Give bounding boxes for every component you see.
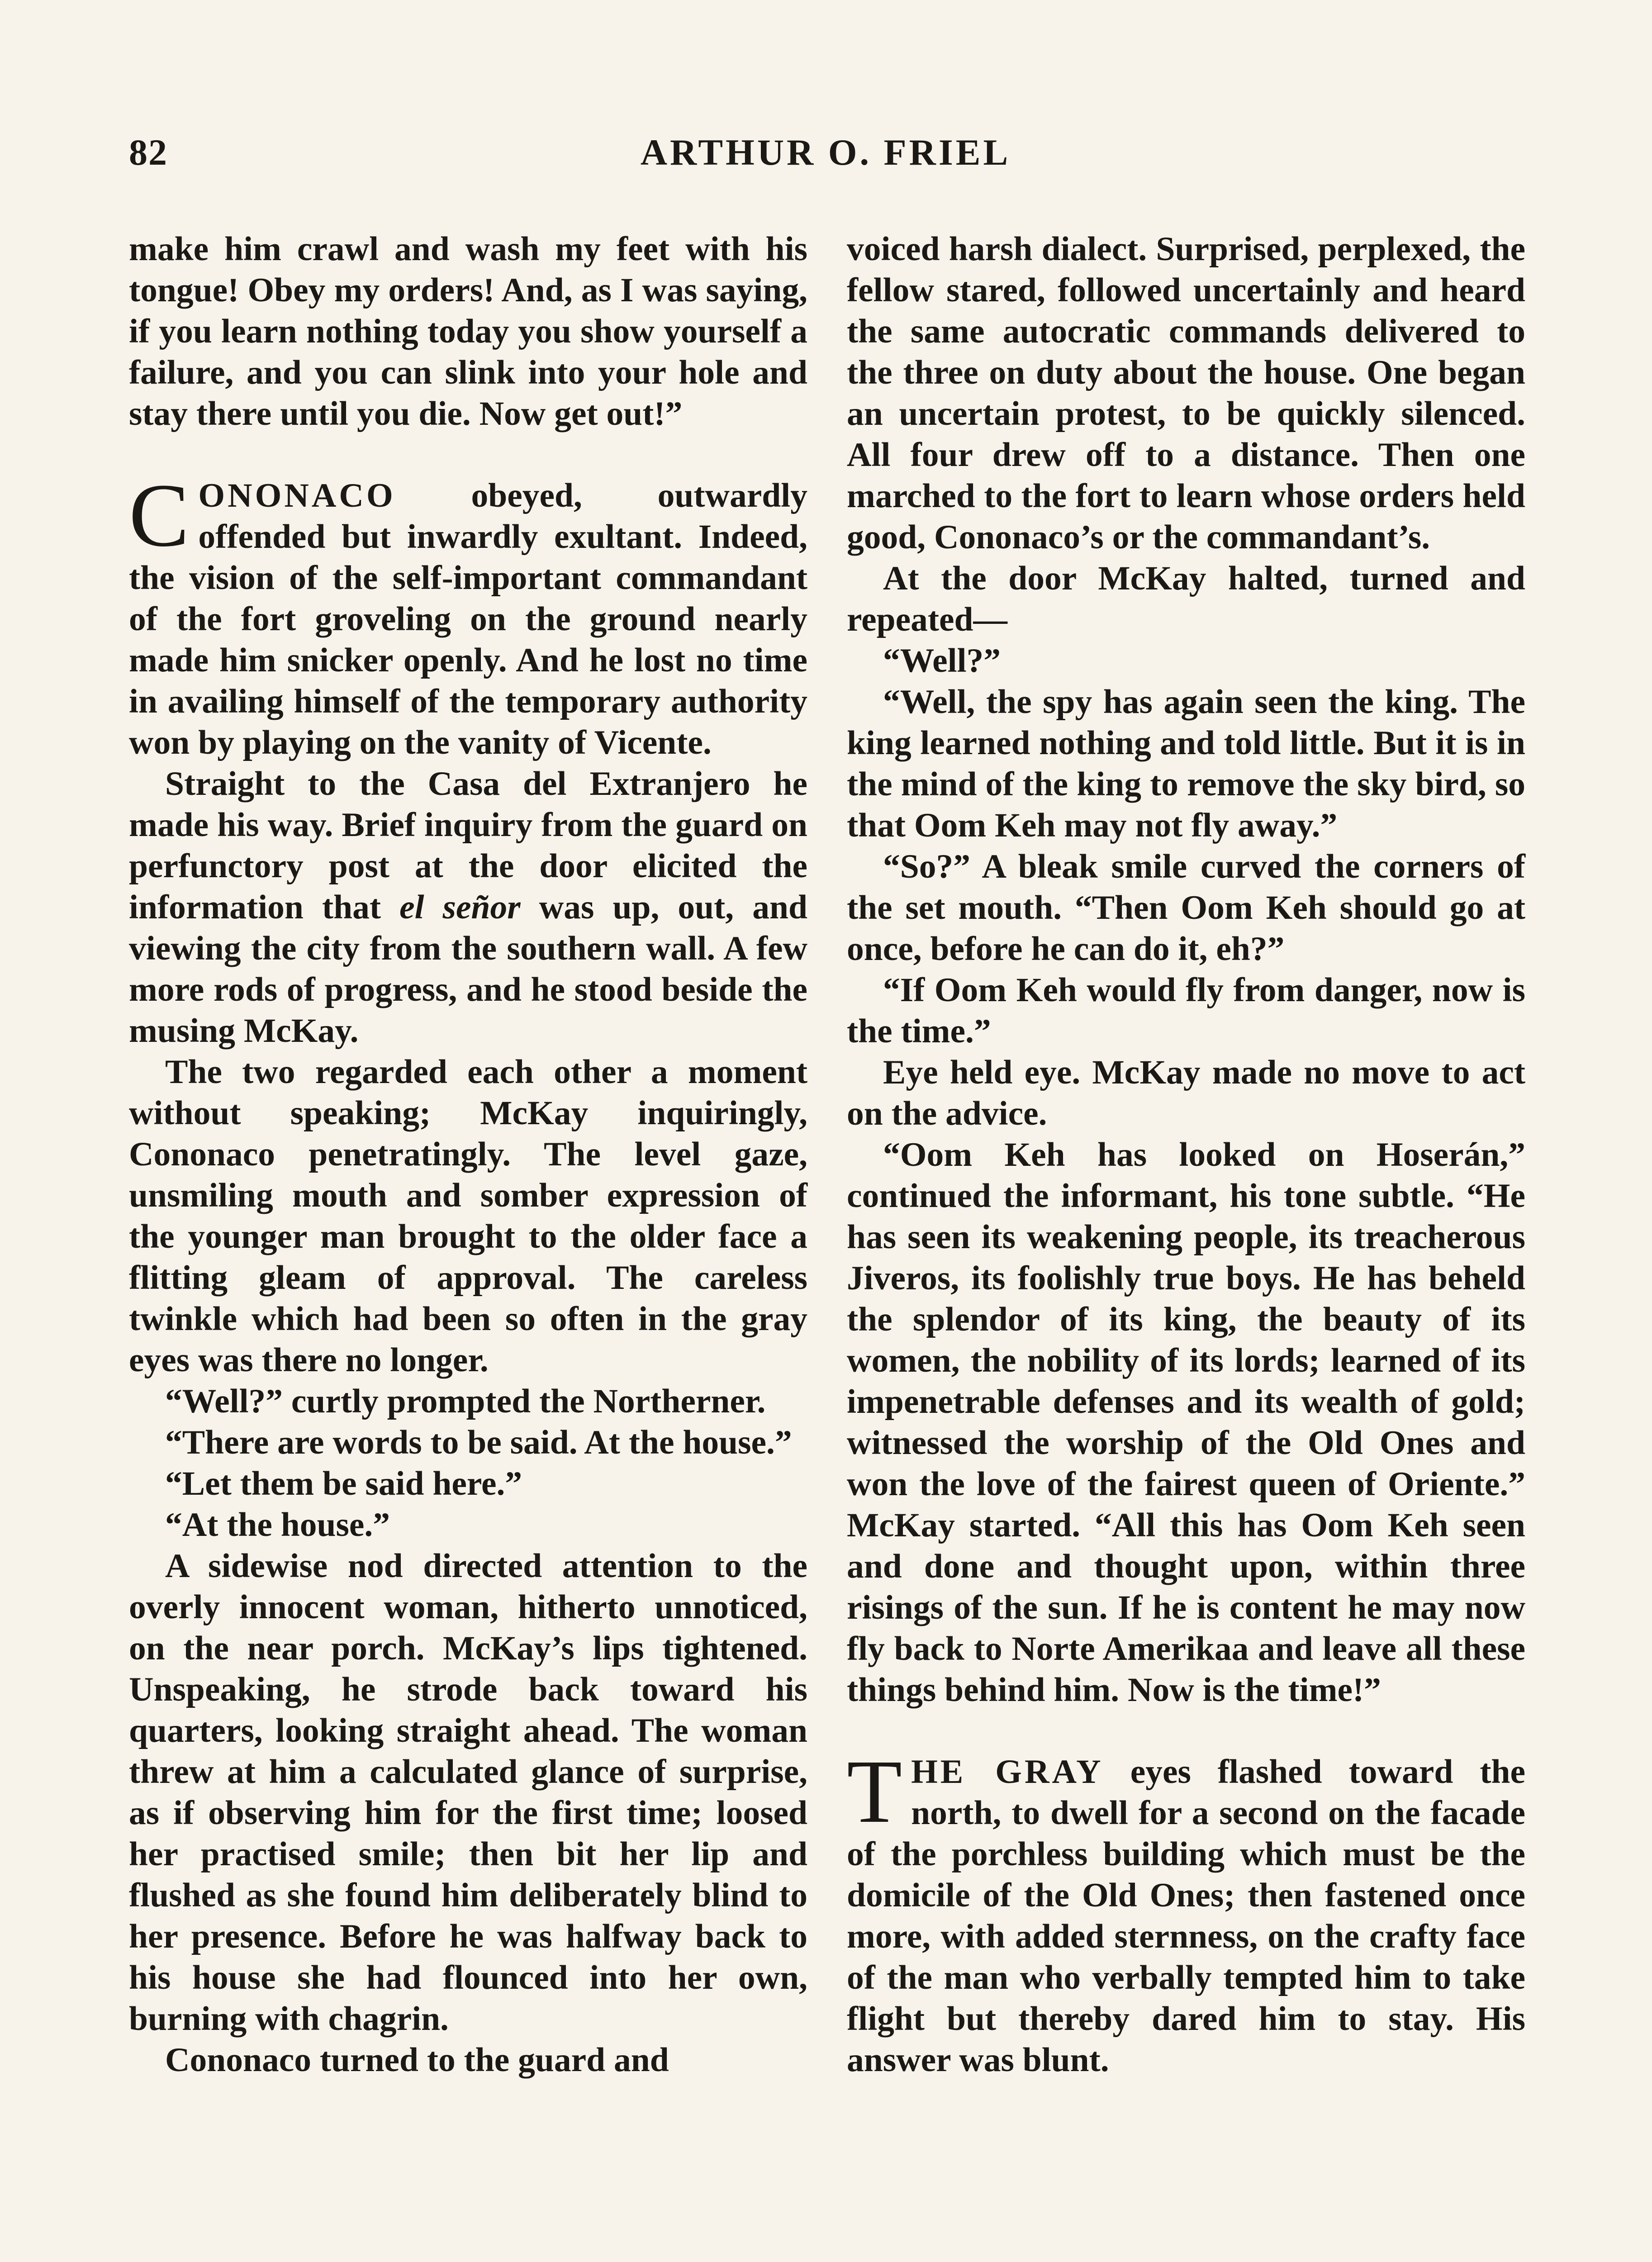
paragraph: “Well, the spy has again seen the king. The king learned nothing and told little. But it is in the mind of the king to remove the sky bird, so that Oom Keh may not fly away.” (847, 683, 1525, 844)
paragraph: “Oom Keh has looked on Hoserán,” continued the informant, his tone subtle. “He has seen its weakening people, its treacherous Jiveros, its foolishly true boys. He has beheld the splendor of its king, the beauty of its women, the nobility of its lords; learned of its impenetrable defenses and its wealth of gold; witnessed the worship of the Old Ones and won the love of the fairest queen of Oriente.” McKay started. “All this has Oom Keh seen and done and thought upon, within three risings of the sun. If he is content he may now fly back to Norte Amerikaa and leave all these things behind him. Now is the time!” (847, 1136, 1525, 1709)
small-caps-lead: HE GRAY (911, 1753, 1104, 1791)
paragraph: “So?” A bleak smile curved the corners of the set mouth. “Then Oom Keh should go at once, before he can do it, eh?” (847, 848, 1525, 968)
paragraph: voiced harsh dialect. Surprised, perplexed, the fellow stared, followed uncertainly and heard the same autocratic commands delivered to the three on duty about the house. One began an uncertain protest, to be quickly silenced. All four drew off to a distance. Then one marched to the fort to learn whose orders held good, Cononaco’s or the commandant’s. (847, 230, 1525, 556)
paragraph: A sidewise nod directed attention to the overly innocent woman, hitherto unnoticed, on the near porch. McKay’s lips tightened. Unspeaking, he strode back toward his quarters, looking straight ahead. The woman threw at him a calculated glance of surprise, as if observing him for the first time; loosed her practised smile; then bit her lip and flushed as she found him deliberately blind to her presence. Before he was halfway back to his house she had flounced into her own, burning with chagrin. (129, 1547, 807, 2038)
page-number: 82 (129, 132, 168, 173)
drop-cap: T (847, 1742, 902, 1842)
left-column (129, 228, 807, 2081)
section-opening-paragraph (847, 1742, 1526, 2081)
paragraph: “There are words to be said. At the house.” (165, 1424, 792, 1461)
paragraph (129, 763, 807, 1051)
paragraph-text: eyes flashed toward the north, to dwell for a second on the facade of the porchless building which must be the domicile of the Old Ones; then fastened once more, with added sternness, on the crafty face of the man who verbally tempted him to take flight but thereby dared him to stay. His answer was blunt. (847, 1753, 1526, 2079)
paragraph: Cononaco turned to the guard and (165, 2041, 669, 2079)
running-head: ARTHUR O. FRIEL (640, 132, 1011, 173)
small-caps-lead: ONONACO (198, 477, 396, 514)
paragraph-text: obeyed, outwardly offended but inwardly exultant. Indeed, the vision of the self-important commandant of the fort groveling on the ground nearly made him snicker openly. And he lost no time in availing himself of the temporary authority won by playing on the vanity of Vicente. (129, 477, 807, 761)
paragraph: “Well?” (883, 642, 1001, 680)
drop-cap: C (129, 466, 190, 566)
paragraph-text: was up, out, and viewing the city from the southern wall. A few more rods of progress, and he stood beside the musing McKay. (129, 889, 807, 1050)
italic-phrase: el señor (399, 889, 521, 926)
paragraph-text: Straight to the Casa del Extranjero he made his way. Brief inquiry from the guard on perfunctory post at the door elicited the information that (129, 765, 807, 926)
page-header (129, 131, 1522, 190)
section-opening-paragraph (129, 466, 807, 763)
paragraph: The two regarded each other a moment without speaking; McKay inquiringly, Cononaco penetratingly. The level gaze, unsmiling mouth and somber expression of the younger man brought to the older face a flitting gleam of approval. The careless twinkle which had been so often in the gray eyes was there no longer. (129, 1053, 807, 1379)
paragraph: “Well?” curtly prompted the Northerner. (165, 1383, 766, 1420)
right-column (847, 228, 1525, 2081)
paragraph: make him crawl and wash my feet with his tongue! Obey my orders! And, as I was saying, if you learn nothing today you show yourself a failure, and you can slink into your hole and stay there until you die. Now get out!” (129, 230, 807, 432)
paragraph: “At the house.” (165, 1506, 390, 1544)
paragraph: At the door McKay halted, turned and repeated— (847, 560, 1525, 638)
paragraph: Eye held eye. McKay made no move to act on the advice. (847, 1054, 1525, 1132)
paragraph: “Let them be said here.” (165, 1465, 522, 1502)
paragraph: “If Oom Keh would fly from danger, now is the time.” (847, 971, 1525, 1050)
